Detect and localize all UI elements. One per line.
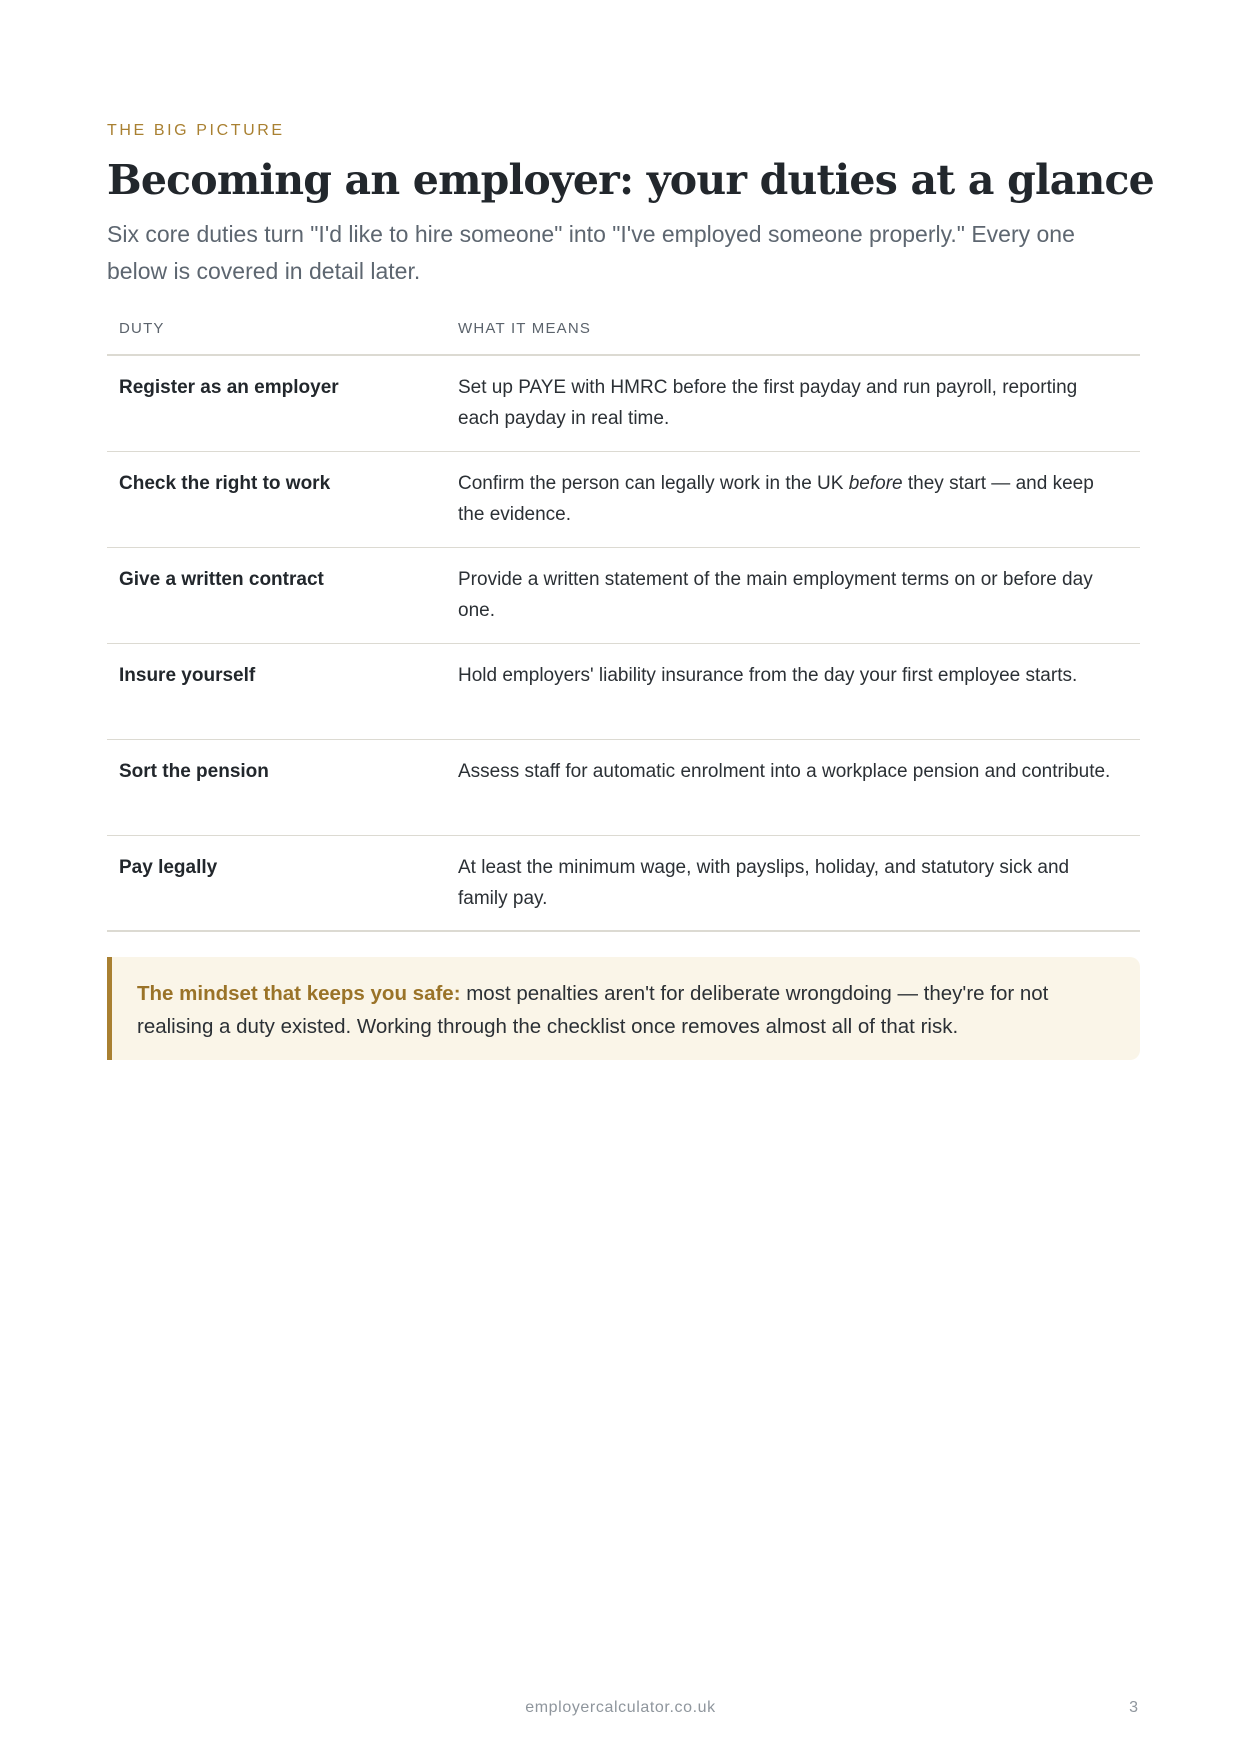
duty-cell: Check the right to work xyxy=(107,451,458,547)
table-row xyxy=(107,355,1140,451)
page-subtitle: Six core duties turn "I'd like to hire someone" into "I've employed someone properly." Every one below is covered in detail later. xyxy=(107,221,1075,284)
table-header-row xyxy=(107,307,1140,355)
footer-site-url: employercalculator.co.uk xyxy=(525,1699,716,1716)
duty-cell: Give a written contract xyxy=(107,547,458,643)
meaning-cell: At least the minimum wage, with payslips, holiday, and statutory sick and family pay. xyxy=(458,835,1140,931)
mindset-callout xyxy=(107,957,1140,1060)
meaning-cell: Set up PAYE with HMRC before the first payday and run payroll, reporting each payday in real time. xyxy=(458,355,1140,451)
callout-lead: The mindset that keeps you safe: xyxy=(137,982,461,1005)
duty-cell: Sort the pension xyxy=(107,739,458,835)
page-title: Becoming an employer: your duties at a glance xyxy=(107,156,1154,204)
table-row xyxy=(107,643,1140,739)
column-header-what-it-means: WHAT IT MEANS xyxy=(458,307,1140,355)
meaning-cell: Hold employers' liability insurance from the day your first employee starts. xyxy=(458,643,1140,739)
table-row xyxy=(107,451,1140,547)
table-row xyxy=(107,835,1140,931)
column-header-duty: DUTY xyxy=(107,307,458,355)
meaning-cell: Assess staff for automatic enrolment into a workplace pension and contribute. xyxy=(458,739,1140,835)
meaning-cell: Provide a written statement of the main employment terms on or before day one. xyxy=(458,547,1140,643)
meaning-cell xyxy=(458,451,1140,547)
callout-text: most penalties aren't for deliberate wrongdoing — they're for not realising a duty existed. Working through the checklist once removes almost all of that risk. xyxy=(137,982,1049,1038)
duty-cell: Register as an employer xyxy=(107,355,458,451)
duty-cell: Insure yourself xyxy=(107,643,458,739)
meaning-emphasis: before xyxy=(848,472,903,494)
table-row xyxy=(107,739,1140,835)
duty-cell: Pay legally xyxy=(107,835,458,931)
table-row xyxy=(107,547,1140,643)
duties-table xyxy=(107,307,1140,932)
footer-page-number: 3 xyxy=(1129,1699,1138,1716)
section-eyebrow: THE BIG PICTURE xyxy=(107,122,285,139)
meaning-text: they start — and keep the evidence. xyxy=(458,472,1094,525)
meaning-text: Confirm the person can legally work in the UK xyxy=(458,472,849,494)
